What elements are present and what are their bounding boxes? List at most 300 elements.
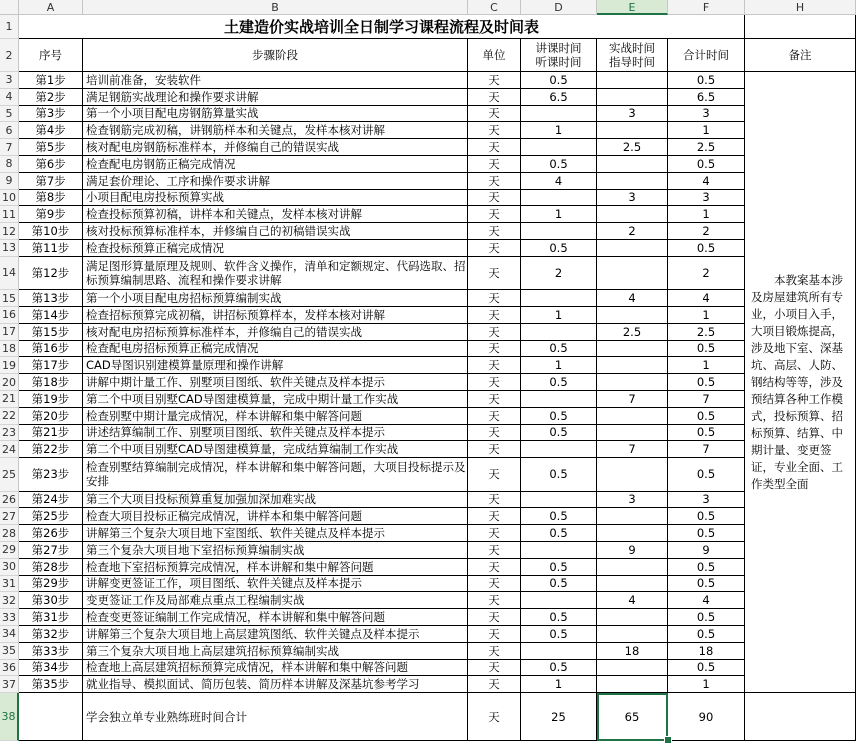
row-unit-cell[interactable]: [468, 559, 521, 576]
row-seq-cell[interactable]: [19, 89, 83, 106]
row-header[interactable]: 20: [0, 374, 19, 391]
header-note[interactable]: [745, 39, 856, 72]
row-header[interactable]: 13: [0, 240, 19, 257]
row-lecture-cell[interactable]: [521, 559, 597, 576]
row-lecture-cell[interactable]: [521, 525, 597, 542]
row-lecture-cell[interactable]: [521, 257, 597, 290]
row-unit-cell[interactable]: [468, 374, 521, 391]
row-header[interactable]: 33: [0, 609, 19, 626]
row-unit-cell[interactable]: [468, 324, 521, 341]
row-lecture-cell[interactable]: [521, 122, 597, 139]
column-header-a[interactable]: A: [19, 0, 83, 15]
row-seq-cell[interactable]: [19, 139, 83, 156]
fill-handle[interactable]: [664, 736, 672, 744]
row-seq-cell[interactable]: [19, 290, 83, 307]
row-stage-cell[interactable]: [83, 492, 468, 509]
row-lecture-cell[interactable]: [521, 676, 597, 693]
row-seq-cell[interactable]: [19, 542, 83, 559]
row-lecture-cell[interactable]: [521, 508, 597, 525]
row-total-cell[interactable]: [668, 492, 745, 509]
row-stage-cell[interactable]: [83, 106, 468, 123]
row-lecture-cell[interactable]: [521, 240, 597, 257]
row-seq-cell[interactable]: [19, 458, 83, 491]
row-lecture-cell-text: 4: [554, 173, 563, 188]
row-practice-cell[interactable]: [597, 106, 668, 123]
row-unit-cell[interactable]: [468, 626, 521, 643]
row-practice-cell[interactable]: [597, 425, 668, 442]
row-seq-cell[interactable]: [19, 559, 83, 576]
row-total-cell[interactable]: [668, 106, 745, 123]
row-stage-cell[interactable]: [83, 173, 468, 190]
row-total-cell[interactable]: [668, 89, 745, 106]
row-practice-cell[interactable]: [597, 122, 668, 139]
row-stage-cell[interactable]: [83, 122, 468, 139]
row-lecture-cell[interactable]: [521, 643, 597, 660]
row-stage-cell[interactable]: [83, 508, 468, 525]
row-unit-cell[interactable]: [468, 223, 521, 240]
row-total-cell[interactable]: [668, 240, 745, 257]
row-total-cell[interactable]: [668, 508, 745, 525]
column-header-f[interactable]: F: [668, 0, 745, 15]
row-total-cell-text: 0.5: [696, 610, 716, 625]
row-unit-cell[interactable]: [468, 341, 521, 358]
row-unit-cell[interactable]: [468, 458, 521, 491]
row-stage-cell[interactable]: [83, 240, 468, 257]
row-stage-cell[interactable]: [83, 458, 468, 491]
row-stage-cell[interactable]: [83, 525, 468, 542]
row-total-cell[interactable]: [668, 72, 745, 89]
row-header[interactable]: 24: [0, 441, 19, 458]
row-unit-cell[interactable]: [468, 408, 521, 425]
row-header[interactable]: 19: [0, 357, 19, 374]
row-total-cell[interactable]: [668, 324, 745, 341]
row-practice-cell[interactable]: [597, 240, 668, 257]
row-practice-cell[interactable]: [597, 559, 668, 576]
row-lecture-cell[interactable]: [521, 576, 597, 593]
row-lecture-cell[interactable]: [521, 206, 597, 223]
row-unit-cell[interactable]: [468, 391, 521, 408]
row-header[interactable]: 17: [0, 324, 19, 341]
row-practice-cell-text: 9: [628, 542, 636, 557]
row-total-cell-text: 18: [698, 643, 714, 658]
row-stage-cell[interactable]: [83, 559, 468, 576]
row-seq-cell[interactable]: [19, 374, 83, 391]
row-practice-cell[interactable]: [597, 341, 668, 358]
row-seq-cell[interactable]: [19, 223, 83, 240]
row-unit-cell[interactable]: [468, 240, 521, 257]
row-seq-cell[interactable]: [19, 341, 83, 358]
row-lecture-cell[interactable]: [521, 156, 597, 173]
row-lecture-cell[interactable]: [521, 660, 597, 677]
row-total-cell[interactable]: [668, 257, 745, 290]
row-lecture-cell[interactable]: [521, 458, 597, 491]
row-total-cell[interactable]: [668, 542, 745, 559]
row-total-cell[interactable]: [668, 626, 745, 643]
header-stage[interactable]: [83, 39, 468, 72]
row-seq-cell[interactable]: [19, 156, 83, 173]
row-header[interactable]: 31: [0, 576, 19, 593]
row-lecture-cell[interactable]: [521, 609, 597, 626]
row-header[interactable]: 5: [0, 106, 19, 123]
row-stage-cell-text: 检查配电房招标预算正稿完成情况: [86, 341, 259, 356]
row-unit-cell[interactable]: [468, 542, 521, 559]
row-practice-cell[interactable]: [597, 139, 668, 156]
row-lecture-cell[interactable]: [521, 190, 597, 207]
row-unit-cell[interactable]: [468, 72, 521, 89]
row-header[interactable]: 28: [0, 525, 19, 542]
row-practice-cell[interactable]: [597, 173, 668, 190]
summary-note-cell[interactable]: [745, 693, 856, 741]
row-total-cell[interactable]: [668, 374, 745, 391]
select-all-corner[interactable]: [0, 0, 19, 15]
row-stage-cell[interactable]: [83, 592, 468, 609]
row-lecture-cell[interactable]: [521, 374, 597, 391]
row-header[interactable]: 21: [0, 391, 19, 408]
row-header[interactable]: 14: [0, 257, 19, 290]
row-unit-cell[interactable]: [468, 441, 521, 458]
row-stage-cell[interactable]: [83, 89, 468, 106]
header-unit[interactable]: [468, 39, 521, 72]
row-unit-cell[interactable]: [468, 676, 521, 693]
row-unit-cell[interactable]: [468, 592, 521, 609]
row-total-cell[interactable]: [668, 223, 745, 240]
row-seq-cell[interactable]: [19, 357, 83, 374]
row-unit-cell[interactable]: [468, 508, 521, 525]
row-unit-cell-text: 天: [488, 324, 500, 339]
row-unit-cell[interactable]: [468, 357, 521, 374]
row-practice-cell[interactable]: [597, 408, 668, 425]
row-total-cell[interactable]: [668, 139, 745, 156]
row-lecture-cell[interactable]: [521, 542, 597, 559]
row-total-cell[interactable]: [668, 341, 745, 358]
summary-lecture-cell[interactable]: [521, 693, 597, 741]
row-seq-cell-text: 第33步: [31, 643, 70, 658]
row-seq-cell[interactable]: [19, 676, 83, 693]
row-seq-cell[interactable]: [19, 106, 83, 123]
row-header[interactable]: 7: [0, 139, 19, 156]
row-stage-cell[interactable]: [83, 609, 468, 626]
row-practice-cell[interactable]: [597, 525, 668, 542]
row-seq-cell[interactable]: [19, 122, 83, 139]
row-stage-cell[interactable]: [83, 374, 468, 391]
row-header[interactable]: 12: [0, 223, 19, 240]
row-unit-cell[interactable]: [468, 89, 521, 106]
row-total-cell[interactable]: [668, 290, 745, 307]
row-header[interactable]: 8: [0, 156, 19, 173]
row-stage-cell[interactable]: [83, 257, 468, 290]
row-header[interactable]: 37: [0, 676, 19, 693]
row-stage-cell[interactable]: [83, 307, 468, 324]
row-header[interactable]: 6: [0, 122, 19, 139]
row-stage-cell[interactable]: [83, 676, 468, 693]
row-unit-cell[interactable]: [468, 307, 521, 324]
row-lecture-cell[interactable]: [521, 223, 597, 240]
row-header[interactable]: 3: [0, 72, 19, 89]
row-total-cell[interactable]: [668, 408, 745, 425]
row-unit-cell[interactable]: [468, 206, 521, 223]
row-total-cell[interactable]: [668, 307, 745, 324]
row-header[interactable]: 1: [0, 15, 19, 39]
row-stage-cell[interactable]: [83, 441, 468, 458]
row-seq-cell[interactable]: [19, 609, 83, 626]
row-seq-cell[interactable]: [19, 576, 83, 593]
row-header[interactable]: 27: [0, 508, 19, 525]
row-unit-cell[interactable]: [468, 257, 521, 290]
row-practice-cell[interactable]: [597, 223, 668, 240]
row-lecture-cell-text: 0.5: [549, 156, 568, 171]
row-stage-cell[interactable]: [83, 660, 468, 677]
row-practice-cell[interactable]: [597, 307, 668, 324]
column-header-b[interactable]: B: [83, 0, 468, 15]
row-header[interactable]: 32: [0, 592, 19, 609]
note-merged-cell[interactable]: [745, 72, 856, 693]
row-total-cell-text: 2.5: [696, 324, 716, 339]
row-lecture-cell[interactable]: [521, 626, 597, 643]
row-stage-cell[interactable]: [83, 357, 468, 374]
row-seq-cell[interactable]: [19, 173, 83, 190]
row-seq-cell[interactable]: [19, 441, 83, 458]
row-seq-cell[interactable]: [19, 257, 83, 290]
sheet-title[interactable]: [19, 15, 745, 39]
row-practice-cell[interactable]: [597, 592, 668, 609]
cell-h1[interactable]: [745, 15, 856, 39]
row-practice-cell[interactable]: [597, 324, 668, 341]
row-seq-cell[interactable]: [19, 425, 83, 442]
row-lecture-cell[interactable]: [521, 425, 597, 442]
summary-unit-cell[interactable]: [468, 693, 521, 741]
row-practice-cell[interactable]: [597, 206, 668, 223]
row-practice-cell[interactable]: [597, 290, 668, 307]
column-header-e[interactable]: E: [597, 0, 668, 15]
row-practice-cell[interactable]: [597, 72, 668, 89]
row-stage-cell[interactable]: [83, 341, 468, 358]
row-unit-cell[interactable]: [468, 576, 521, 593]
row-unit-cell[interactable]: [468, 643, 521, 660]
row-stage-cell[interactable]: [83, 408, 468, 425]
note-text: 本教案基本涉及房屋建筑所有专业，小项目入手，大项目锻炼提高，涉及地下室、深基坑、高层、人防、钢结构等等，涉及预结算各种工作模式，投标预算、招标预算、结算、中期计量、变更签证，专业全面、工作类型全面: [751, 272, 843, 491]
row-unit-cell[interactable]: [468, 139, 521, 156]
row-practice-cell[interactable]: [597, 542, 668, 559]
row-practice-cell[interactable]: [597, 391, 668, 408]
row-seq-cell[interactable]: [19, 492, 83, 509]
row-stage-cell[interactable]: [83, 324, 468, 341]
row-header[interactable]: 11: [0, 206, 19, 223]
row-seq-cell[interactable]: [19, 240, 83, 257]
row-unit-cell[interactable]: [468, 156, 521, 173]
row-seq-cell[interactable]: [19, 660, 83, 677]
row-practice-cell[interactable]: [597, 660, 668, 677]
row-header[interactable]: 16: [0, 307, 19, 324]
header-practice-time[interactable]: [597, 39, 668, 72]
row-total-cell[interactable]: [668, 206, 745, 223]
row-header[interactable]: 29: [0, 542, 19, 559]
row-practice-cell[interactable]: [597, 576, 668, 593]
row-seq-cell[interactable]: [19, 408, 83, 425]
header-note-text: 备注: [788, 48, 812, 62]
row-seq-cell[interactable]: [19, 508, 83, 525]
row-stage-cell[interactable]: [83, 643, 468, 660]
row-unit-cell[interactable]: [468, 425, 521, 442]
summary-stage-cell[interactable]: [83, 693, 468, 741]
row-total-cell[interactable]: [668, 676, 745, 693]
row-stage-cell[interactable]: [83, 626, 468, 643]
row-lecture-cell[interactable]: [521, 441, 597, 458]
row-lecture-cell[interactable]: [521, 324, 597, 341]
row-lecture-cell[interactable]: [521, 341, 597, 358]
row-practice-cell[interactable]: [597, 89, 668, 106]
row-unit-cell[interactable]: [468, 106, 521, 123]
row-total-cell[interactable]: [668, 458, 745, 491]
row-total-cell[interactable]: [668, 190, 745, 207]
row-seq-cell[interactable]: [19, 626, 83, 643]
row-stage-cell[interactable]: [83, 190, 468, 207]
column-header-c[interactable]: C: [468, 0, 521, 15]
row-practice-cell[interactable]: [597, 676, 668, 693]
row-unit-cell[interactable]: [468, 122, 521, 139]
row-total-cell[interactable]: [668, 425, 745, 442]
row-header[interactable]: 35: [0, 643, 19, 660]
row-practice-cell[interactable]: [597, 441, 668, 458]
row-stage-cell[interactable]: [83, 425, 468, 442]
row-header[interactable]: 22: [0, 408, 19, 425]
header-total[interactable]: [668, 39, 745, 72]
row-unit-cell[interactable]: [468, 609, 521, 626]
row-stage-cell[interactable]: [83, 206, 468, 223]
column-header-d[interactable]: D: [521, 0, 597, 15]
row-unit-cell[interactable]: [468, 492, 521, 509]
summary-empty-cell[interactable]: [19, 693, 83, 741]
row-practice-cell[interactable]: [597, 190, 668, 207]
row-header[interactable]: 2: [0, 39, 19, 72]
row-header[interactable]: 18: [0, 341, 19, 358]
row-lecture-cell[interactable]: [521, 139, 597, 156]
row-practice-cell[interactable]: [597, 492, 668, 509]
row-total-cell[interactable]: [668, 609, 745, 626]
row-lecture-cell[interactable]: [521, 173, 597, 190]
row-practice-cell[interactable]: [597, 257, 668, 290]
row-stage-cell[interactable]: [83, 139, 468, 156]
row-header[interactable]: 30: [0, 559, 19, 576]
row-stage-cell[interactable]: [83, 72, 468, 89]
row-unit-cell-text: 天: [488, 391, 500, 406]
row-lecture-cell[interactable]: [521, 290, 597, 307]
row-lecture-cell[interactable]: [521, 89, 597, 106]
row-stage-cell-text: 核对投标预算标准样本，并修编自己的初稿错误实战: [86, 224, 351, 239]
row-lecture-cell[interactable]: [521, 357, 597, 374]
row-header[interactable]: 9: [0, 173, 19, 190]
row-total-cell[interactable]: [668, 156, 745, 173]
row-unit-cell[interactable]: [468, 290, 521, 307]
row-header[interactable]: 23: [0, 425, 19, 442]
row-unit-cell[interactable]: [468, 660, 521, 677]
row-practice-cell[interactable]: [597, 357, 668, 374]
row-stage-cell[interactable]: [83, 391, 468, 408]
row-total-cell[interactable]: [668, 592, 745, 609]
row-seq-cell[interactable]: [19, 206, 83, 223]
row-lecture-cell[interactable]: [521, 72, 597, 89]
summary-practice-cell[interactable]: [597, 693, 668, 741]
row-practice-cell[interactable]: [597, 643, 668, 660]
row-lecture-cell-text: 0.5: [549, 610, 568, 625]
row-unit-cell[interactable]: [468, 525, 521, 542]
row-stage-cell-text: 检查招标预算完成初稿，讲招标预算样本，发样本核对讲解: [86, 307, 385, 322]
row-header[interactable]: 4: [0, 89, 19, 106]
row-practice-cell[interactable]: [597, 609, 668, 626]
row-seq-cell[interactable]: [19, 391, 83, 408]
row-lecture-cell[interactable]: [521, 408, 597, 425]
summary-total-cell[interactable]: [668, 693, 745, 741]
row-header[interactable]: 10: [0, 190, 19, 207]
row-stage-cell[interactable]: [83, 223, 468, 240]
row-total-cell-text: 9: [702, 542, 710, 557]
row-unit-cell-text: 天: [488, 442, 500, 457]
column-header-h[interactable]: H: [745, 0, 856, 15]
row-seq-cell[interactable]: [19, 525, 83, 542]
row-practice-cell[interactable]: [597, 508, 668, 525]
row-lecture-cell[interactable]: [521, 492, 597, 509]
row-total-cell[interactable]: [668, 576, 745, 593]
row-header[interactable]: 25: [0, 458, 19, 491]
row-total-cell[interactable]: [668, 357, 745, 374]
row-unit-cell[interactable]: [468, 190, 521, 207]
row-seq-cell[interactable]: [19, 307, 83, 324]
row-practice-cell[interactable]: [597, 626, 668, 643]
row-total-cell[interactable]: [668, 525, 745, 542]
row-unit-cell-text: 天: [488, 643, 500, 658]
row-seq-cell[interactable]: [19, 72, 83, 89]
row-stage-cell[interactable]: [83, 576, 468, 593]
row-total-cell[interactable]: [668, 122, 745, 139]
row-stage-cell[interactable]: [83, 542, 468, 559]
row-practice-cell[interactable]: [597, 156, 668, 173]
row-practice-cell[interactable]: [597, 374, 668, 391]
row-seq-cell[interactable]: [19, 643, 83, 660]
row-stage-cell[interactable]: [83, 156, 468, 173]
row-practice-cell-text: 3: [628, 106, 636, 121]
row-lecture-cell-text: 1: [554, 307, 563, 322]
row-total-cell[interactable]: [668, 559, 745, 576]
row-seq-cell[interactable]: [19, 190, 83, 207]
row-total-cell[interactable]: [668, 173, 745, 190]
header-seq[interactable]: [19, 39, 83, 72]
row-total-cell[interactable]: [668, 391, 745, 408]
row-header[interactable]: 36: [0, 660, 19, 677]
row-total-cell[interactable]: [668, 660, 745, 677]
row-header[interactable]: 34: [0, 626, 19, 643]
row-lecture-cell[interactable]: [521, 106, 597, 123]
row-total-cell-text: 0.5: [696, 467, 716, 482]
row-unit-cell-text: 天: [488, 375, 500, 390]
row-seq-cell[interactable]: [19, 324, 83, 341]
row-lecture-cell[interactable]: [521, 307, 597, 324]
row-unit-cell-text: 天: [488, 467, 500, 482]
row-header[interactable]: 26: [0, 492, 19, 509]
row-unit-cell[interactable]: [468, 173, 521, 190]
header-lecture-time[interactable]: [521, 39, 597, 72]
row-lecture-cell[interactable]: [521, 592, 597, 609]
row-lecture-cell[interactable]: [521, 391, 597, 408]
row-stage-cell-text: 核对配电房钢筋标准样本，并修编自己的错误实战: [86, 140, 339, 155]
row-header[interactable]: 38: [0, 693, 19, 741]
row-stage-cell[interactable]: [83, 290, 468, 307]
row-practice-cell[interactable]: [597, 458, 668, 491]
row-total-cell[interactable]: [668, 441, 745, 458]
row-total-cell[interactable]: [668, 643, 745, 660]
row-header[interactable]: 15: [0, 290, 19, 307]
row-stage-cell-text: 检查别墅结算编制完成情况，样本讲解和集中解答问题，大项目投标提示及安排: [86, 460, 466, 489]
row-seq-cell[interactable]: [19, 592, 83, 609]
row-unit-cell-text: 天: [488, 593, 500, 608]
